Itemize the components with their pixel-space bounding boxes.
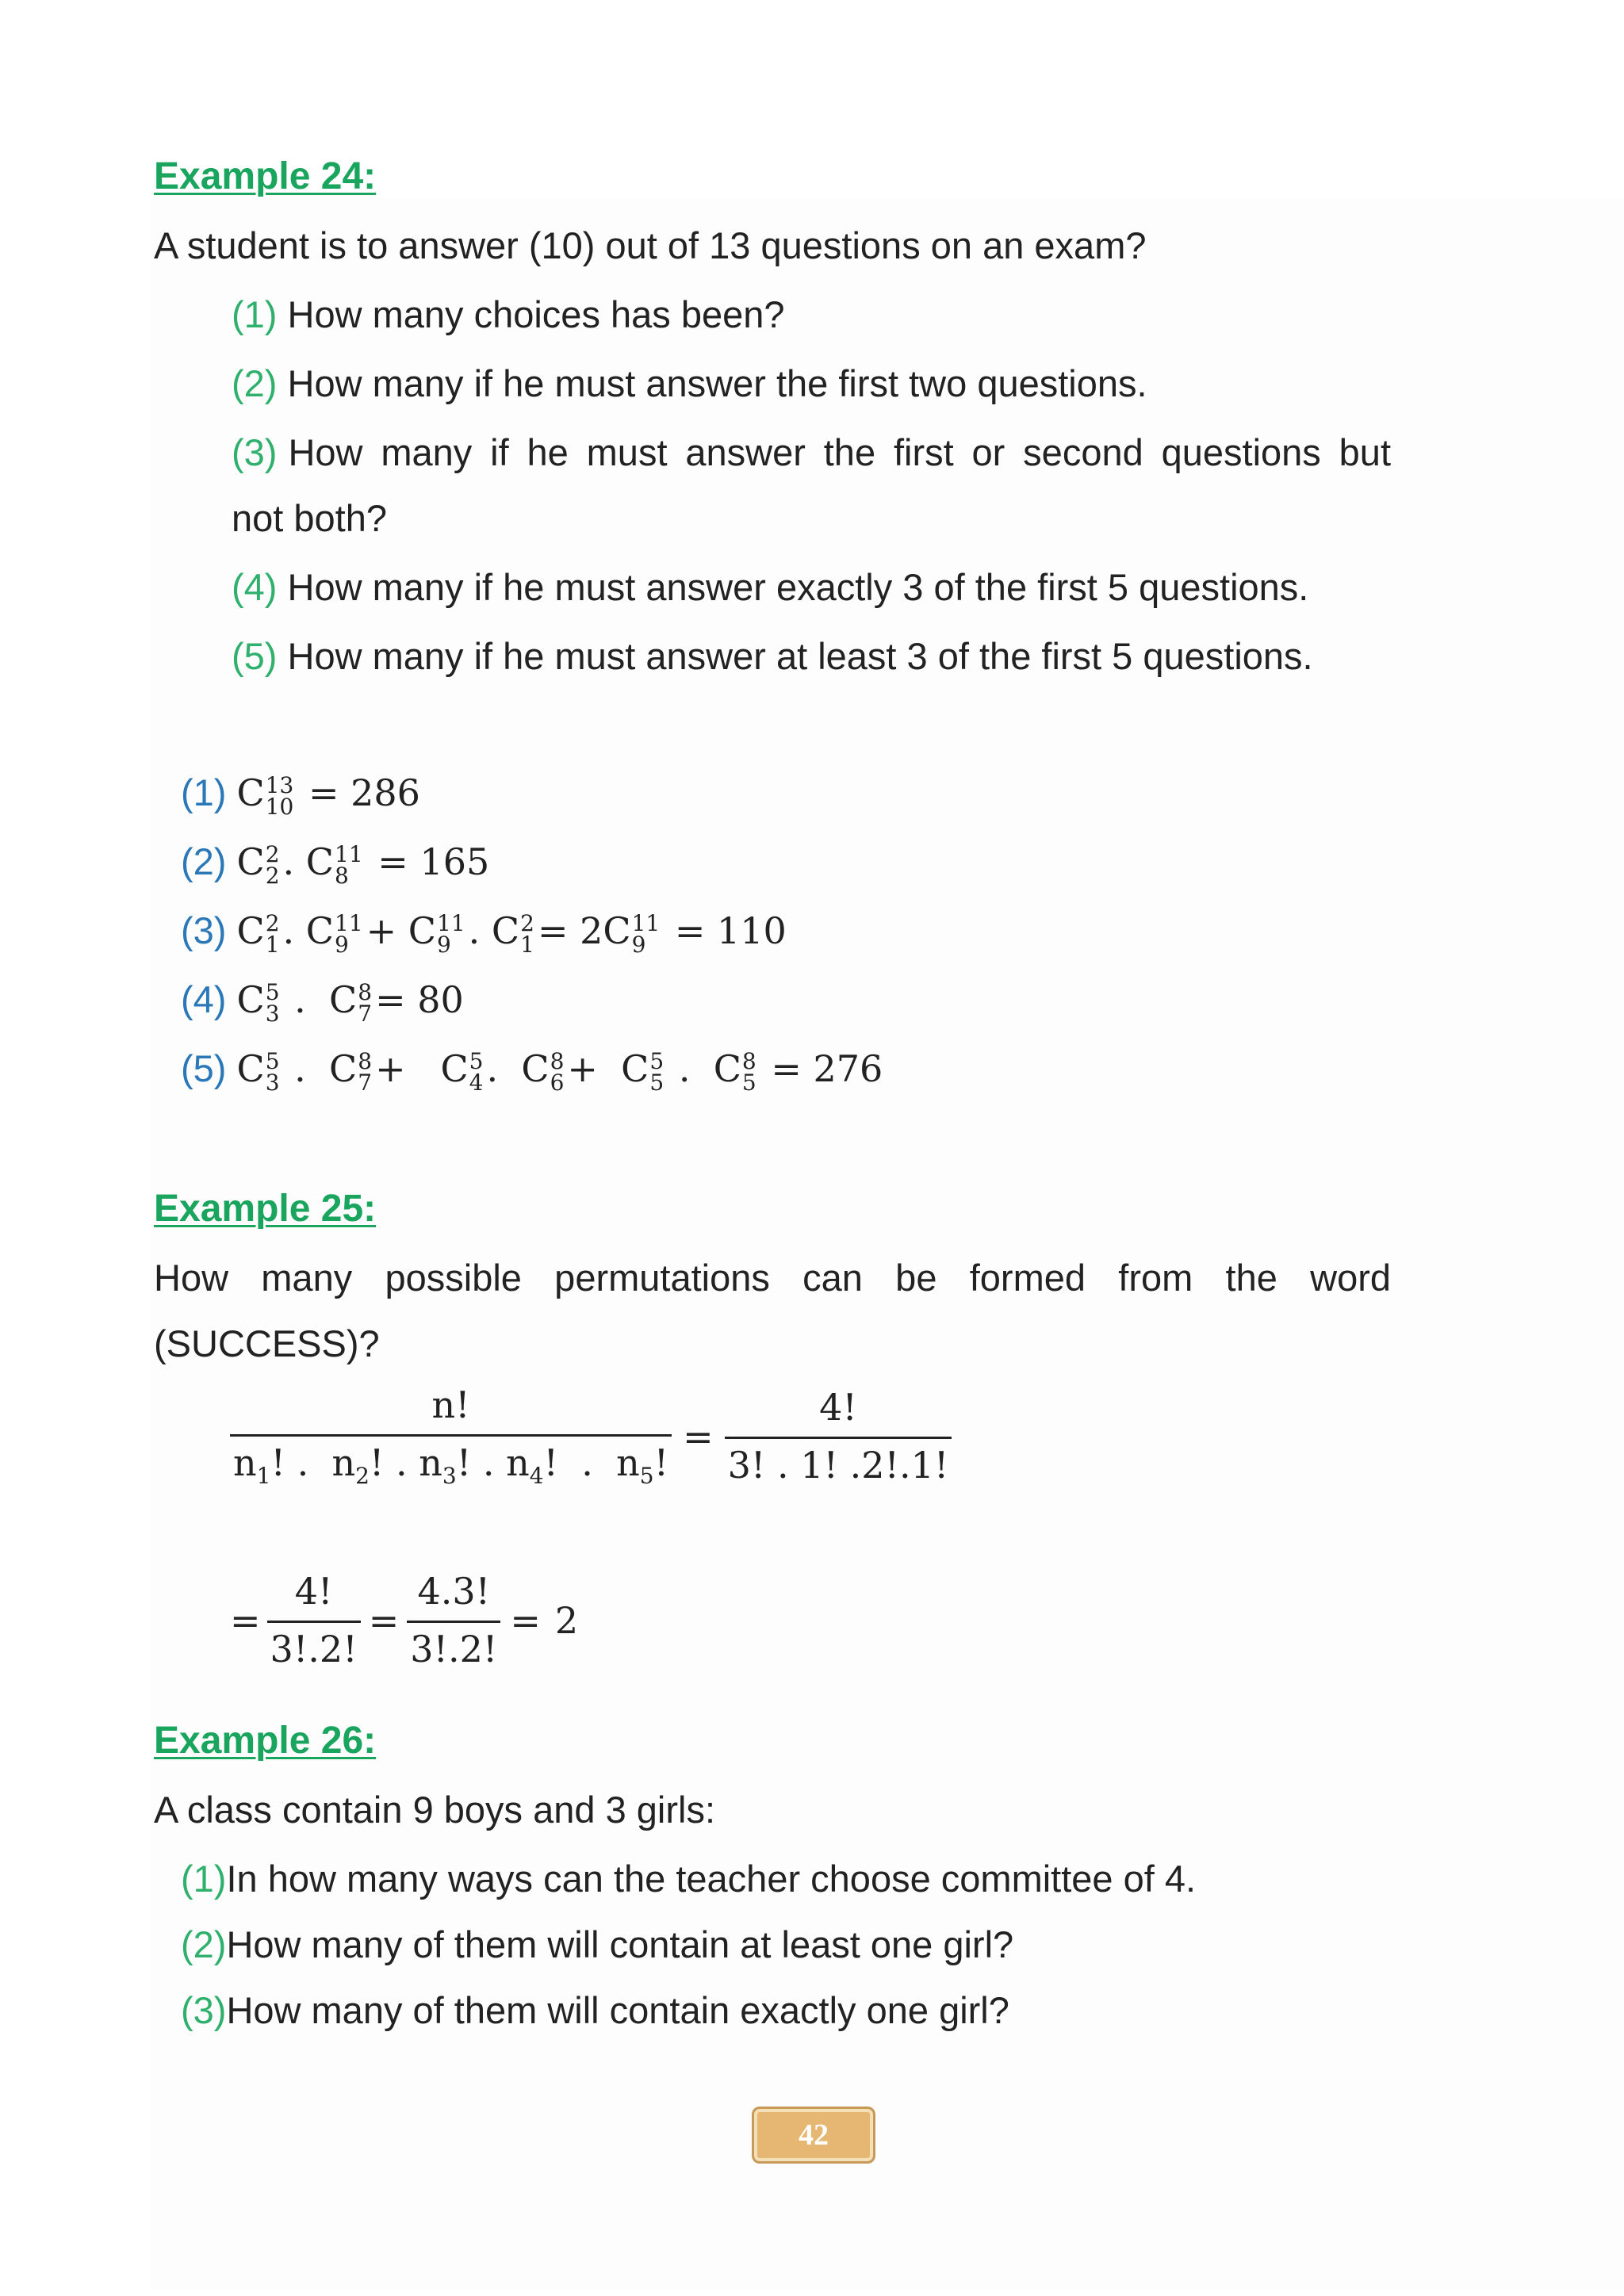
item-number: (5) [232,635,278,677]
numerator: 4.3! [417,1570,491,1613]
question-item [232,634,1313,678]
fraction [725,1386,952,1487]
question-item [232,565,1308,609]
solution-result: = 110 [674,909,787,952]
item-text: How many of them will contain at least one girl? [226,1923,1014,1965]
numerator: 4! [294,1570,333,1613]
question-item [232,362,1147,405]
item-text: How many choices has been? [287,293,785,335]
item-number: (3) [232,431,278,473]
item-text: How many if he must answer exactly 3 of the first 5 questions. [287,566,1309,608]
solution-result: = 80 [375,978,464,1021]
example-25-text-continued: (SUCCESS)? [154,1322,380,1364]
page-number: 42 [752,2107,875,2164]
solution-formula: C 13 10 = 286 [236,771,420,820]
example-25-heading: Example 25: [154,1188,377,1230]
item-text: How many of them will contain exactly one girl? [226,1989,1009,2031]
solution-line-3 [181,909,787,958]
solution-number: (4) [181,978,227,1020]
equals-sign: = [510,1598,541,1642]
denominator: 3!.2! [407,1621,500,1670]
solution-number: (1) [181,771,227,813]
example-24-intro: A student is to answer (10) out of 13 questions on an exam? [154,224,1147,266]
item-number: (1) [232,293,278,335]
example-25-text: How many possible permutations can be formed from the word [154,1257,1391,1299]
result-value: 2 [554,1598,579,1642]
question-item [232,430,1391,474]
solution-number: (5) [181,1047,227,1089]
question-item [181,1923,1013,1966]
solution-result: = 286 [308,771,420,814]
solution-line-2 [181,840,490,889]
fraction [230,1383,672,1489]
solution-line-5 [181,1047,883,1096]
item-number: (4) [232,566,278,608]
denominator: $n_1$! . $n_2$! . $n_3$! . $n_4$! . $n_5$! [230,1434,672,1489]
solution-number: (3) [181,909,227,951]
fraction [407,1570,500,1670]
question-item [181,1988,1009,2032]
example-24-heading: Example 24: [154,155,377,197]
example-26-intro: A class contain 9 boys and 3 girls: [154,1789,716,1831]
solution-formula: C 5 3 . C 8 7 = 80 [236,978,464,1027]
solution-result: = 276 [771,1047,883,1090]
question-item [232,293,785,336]
item-number: (2) [232,362,278,404]
solution-result: = 165 [377,840,490,883]
question-item [181,1857,1196,1900]
numerator: 4! [819,1386,857,1429]
item-text: In how many ways can the teacher choose committee of 4. [226,1858,1197,1900]
item-number: (3) [181,1989,227,2031]
numerator: n! [431,1383,470,1426]
equals-sign: = [368,1598,400,1642]
denominator: 3! . 1! .2!.1! [725,1437,952,1487]
permutation-formula [230,1383,952,1489]
fraction [267,1570,361,1670]
solution-formula: C 5 3 . C 8 7 + C 5 4 . C 8 6 + C 5 5 . C 8 5 = 276 [236,1047,883,1096]
item-text: How many if he must answer at least 3 of the first 5 questions. [287,635,1313,677]
solution-formula: C 2 2 . C 11 8 = 165 [236,840,490,889]
item-text: How many if he must answer the first two questions. [287,362,1147,404]
solution-line-1 [181,771,420,820]
item-text: How many if he must answer the first or second questions but [288,431,1391,473]
equals-sign: = [230,1598,261,1642]
solution-line-4 [181,978,464,1027]
item-number: (1) [181,1858,227,1900]
denominator: 3!.2! [267,1621,361,1670]
solution-number: (2) [181,840,227,882]
example-26-heading: Example 26: [154,1720,377,1762]
item-number: (2) [181,1923,227,1965]
solution-formula: C 2 1 . C 11 9 + C 11 9 . C 2 1 = 2C 11 9 = 110 [236,909,787,958]
permutation-simplification [230,1570,578,1670]
item-text-continued: not both? [232,497,388,539]
equals-sign: = [683,1414,714,1458]
